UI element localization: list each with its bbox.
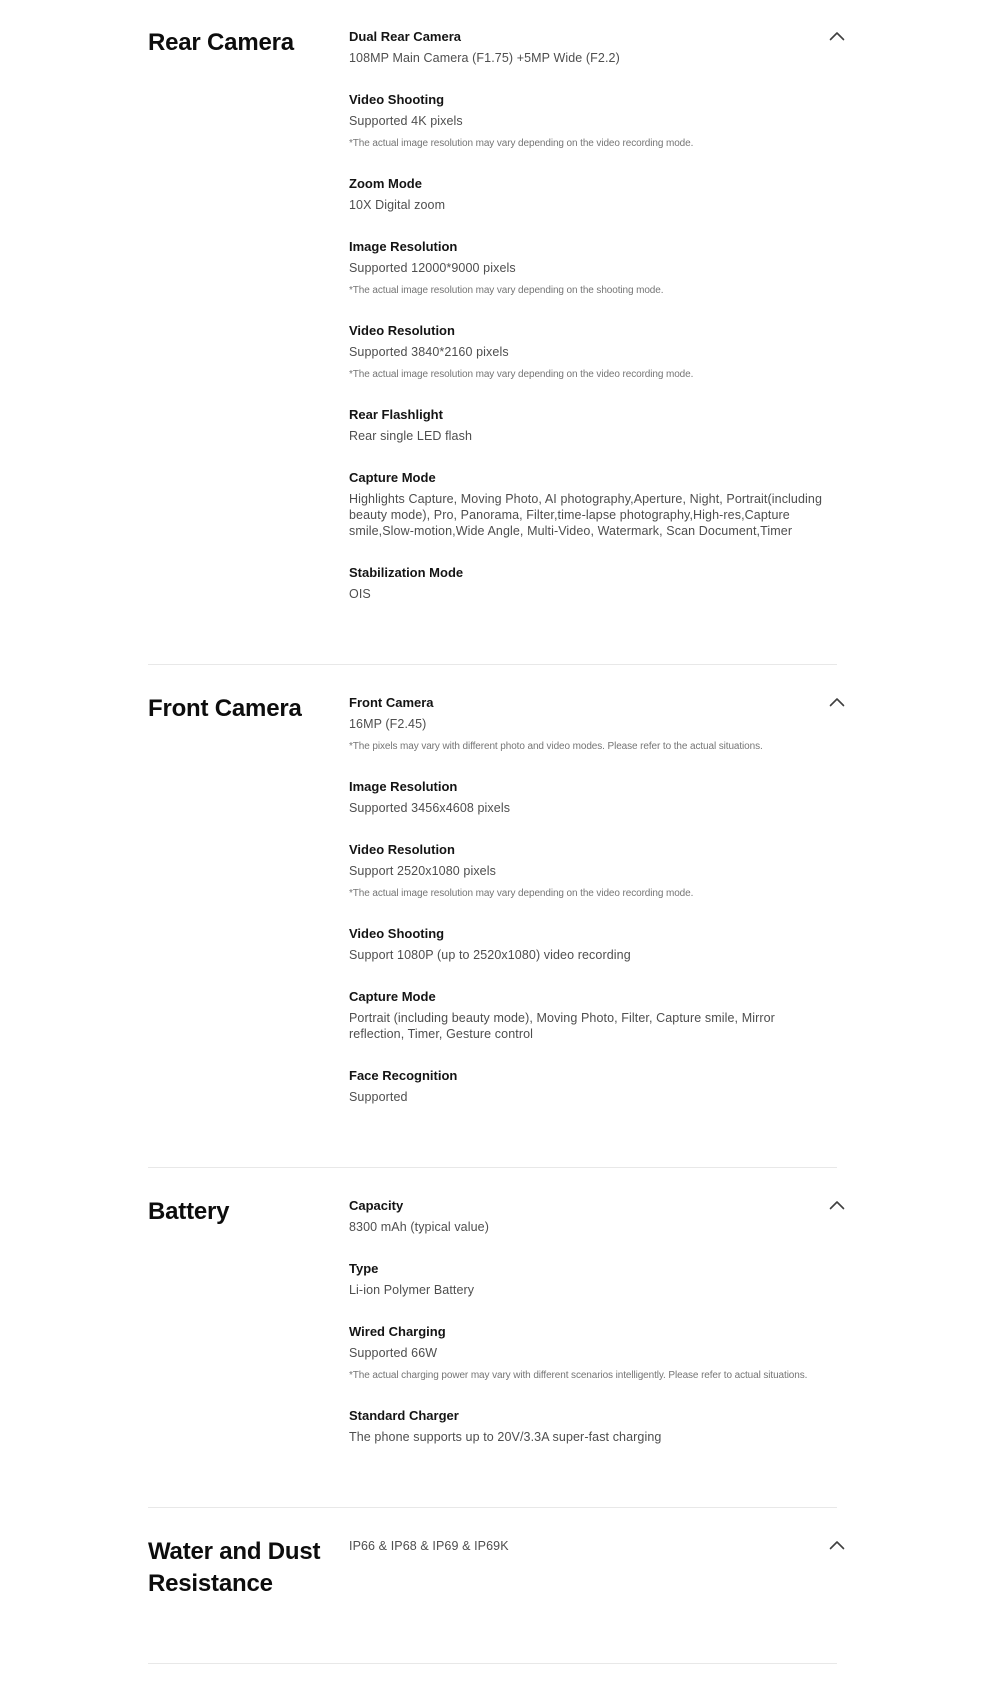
section-battery	[148, 1196, 837, 1507]
spec-value: 8300 mAh (typical value)	[349, 1220, 489, 1234]
spec-group	[349, 323, 829, 381]
spec-group	[349, 842, 829, 900]
spec-group	[349, 1538, 829, 1554]
spec-label: Image Resolution	[349, 239, 458, 254]
spec-value: OIS	[349, 587, 371, 601]
section-title: Battery	[148, 1198, 230, 1225]
section-specs	[349, 27, 829, 602]
spec-label: Capacity	[349, 1198, 404, 1213]
spec-value: Supported 4K pixels	[349, 114, 463, 128]
collapse-section-button[interactable]	[829, 1196, 845, 1210]
spec-value: Portrait (including beauty mode), Moving Photo, Filter, Capture smile, Mirror reflection, Timer, Gesture control	[349, 1011, 775, 1041]
section-specs	[349, 1196, 829, 1445]
spec-value: Supported 12000*9000 pixels	[349, 261, 516, 275]
spec-label: Dual Rear Camera	[349, 29, 461, 44]
spec-value: Support 2520x1080 pixels	[349, 864, 496, 878]
spec-group	[349, 407, 829, 444]
spec-label: Image Resolution	[349, 779, 458, 794]
spec-group	[349, 926, 829, 963]
section-title: Water and Dust Resistance	[148, 1538, 321, 1598]
spec-label: Video Shooting	[349, 92, 445, 107]
spec-label: Face Recognition	[349, 1068, 458, 1083]
spec-group	[349, 470, 829, 539]
chevron-up-icon	[829, 1540, 845, 1550]
spec-group	[349, 176, 829, 213]
spec-label: Capture Mode	[349, 470, 436, 485]
spec-value: Support 1080P (up to 2520x1080) video recording	[349, 948, 631, 962]
chevron-up-icon	[829, 31, 845, 41]
section-divider	[148, 1663, 837, 1664]
spec-group	[349, 1068, 829, 1105]
spec-value: Rear single LED flash	[349, 429, 472, 443]
spec-value: Supported 3456x4608 pixels	[349, 801, 511, 815]
spec-value: 10X Digital zoom	[349, 198, 446, 212]
section-divider	[148, 1507, 837, 1508]
spec-group	[349, 1324, 829, 1382]
spec-label: Standard Charger	[349, 1408, 459, 1423]
spec-footnote: *The pixels may vary with different photo and video modes. Please refer to the actual situations.	[349, 741, 763, 752]
spec-value: Supported 66W	[349, 1346, 438, 1360]
spec-label: Capture Mode	[349, 989, 436, 1004]
section-title: Rear Camera	[148, 29, 294, 56]
collapse-section-button[interactable]	[829, 1536, 845, 1550]
spec-group	[349, 92, 829, 150]
collapse-section-button[interactable]	[829, 27, 845, 41]
spec-group	[349, 1408, 829, 1445]
spec-label: Wired Charging	[349, 1324, 446, 1339]
section-water-and-dust-resistance	[148, 1536, 837, 1663]
spec-group	[349, 1261, 829, 1298]
spec-group	[349, 29, 829, 66]
section-divider	[148, 664, 837, 665]
spec-label: Zoom Mode	[349, 176, 422, 191]
section-specs	[349, 693, 829, 1105]
spec-value: Supported	[349, 1090, 408, 1104]
spec-group	[349, 695, 829, 753]
spec-value: 16MP (F2.45)	[349, 717, 427, 731]
chevron-up-icon	[829, 1200, 845, 1210]
section-divider	[148, 1167, 837, 1168]
spec-label: Video Resolution	[349, 323, 455, 338]
spec-label: Video Resolution	[349, 842, 455, 857]
spec-group	[349, 1198, 829, 1235]
spec-label: Stabilization Mode	[349, 565, 464, 580]
spec-group	[349, 565, 829, 602]
spec-group	[349, 239, 829, 297]
spec-value: Supported 3840*2160 pixels	[349, 345, 509, 359]
chevron-up-icon	[829, 697, 845, 707]
spec-value: The phone supports up to 20V/3.3A super-fast charging	[349, 1430, 662, 1444]
spec-label: Rear Flashlight	[349, 407, 443, 422]
spec-group	[349, 779, 829, 816]
spec-footnote: *The actual image resolution may vary depending on the video recording mode.	[349, 369, 694, 380]
spec-footnote: *The actual image resolution may vary depending on the shooting mode.	[349, 285, 664, 296]
spec-footnote: *The actual image resolution may vary depending on the video recording mode.	[349, 888, 694, 899]
spec-value: Li-ion Polymer Battery	[349, 1283, 475, 1297]
spec-label: Video Shooting	[349, 926, 445, 941]
spec-label: Front Camera	[349, 695, 434, 710]
spec-group	[349, 989, 829, 1042]
spec-footnote: *The actual charging power may vary with different scenarios intelligently. Please refer to actual situations.	[349, 1370, 808, 1381]
spec-value: 108MP Main Camera (F1.75) +5MP Wide (F2.2)	[349, 51, 620, 65]
section-specs	[349, 1536, 829, 1554]
spec-value: Highlights Capture, Moving Photo, AI photography,Aperture, Night, Portrait(including beauty mode), Pro, Panorama, Filter,time-lapse photography,High-res,Capture smile,Slow-motion,Wide Angle, Multi-Video, Watermark, Scan Document,Timer	[349, 492, 823, 538]
section-rear-camera	[148, 27, 837, 664]
section-front-camera	[148, 693, 837, 1167]
spec-value: IP66 & IP68 & IP69 & IP69K	[349, 1539, 509, 1553]
spec-footnote: *The actual image resolution may vary depending on the video recording mode.	[349, 138, 694, 149]
spec-label: Type	[349, 1261, 379, 1276]
collapse-section-button[interactable]	[829, 693, 845, 707]
section-title: Front Camera	[148, 695, 302, 722]
